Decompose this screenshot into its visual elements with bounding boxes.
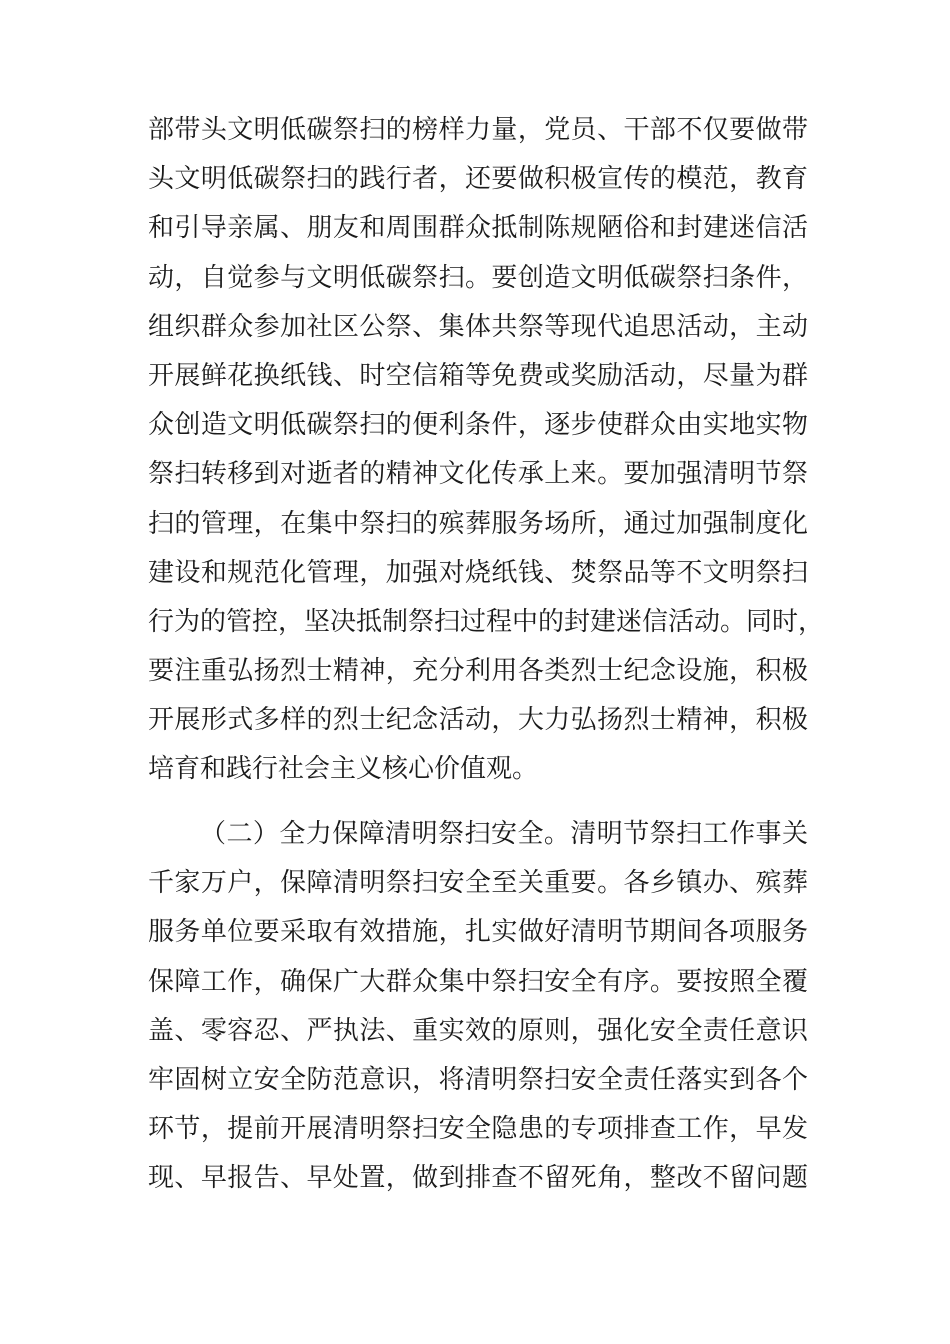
paragraph-1-line: 部带头文明低碳祭扫的榜样力量，党员、干部不仅要做带 (148, 115, 808, 145)
paragraph-1-line: 建设和规范化管理，加强对烧纸钱、焚祭品等不文明祭扫 (148, 557, 808, 588)
paragraph-1-line: 动，自觉参与文明低碳祭扫。要创造文明低碳祭扫条件， (148, 262, 808, 293)
paragraph-1-line: 众创造文明低碳祭扫的便利条件，逐步使群众由实地实物 (148, 410, 808, 441)
paragraph-1-line: 和引导亲属、朋友和周围群众抵制陈规陋俗和封建迷信活 (148, 213, 808, 244)
paragraph-2-heading-line: （二）全力保障清明祭扫安全。清明节祭扫工作事关 (200, 819, 808, 849)
paragraph-2-line: 盖、零容忍、严执法、重实效的原则，强化安全责任意识 (148, 1015, 808, 1046)
paragraph-2-line: 保障工作，确保广大群众集中祭扫安全有序。要按照全覆 (148, 966, 808, 997)
paragraph-2-line: 牢固树立安全防范意识，将清明祭扫安全责任落实到各个 (148, 1064, 808, 1095)
paragraph-1-line: 扫的管理，在集中祭扫的殡葬服务场所，通过加强制度化 (148, 508, 808, 539)
paragraph-2-line: 服务单位要采取有效措施，扎实做好清明节期间各项服务 (148, 917, 808, 948)
paragraph-1-line: 头文明低碳祭扫的践行者，还要做积极宣传的模范，教育 (148, 164, 808, 195)
paragraph-2-line: 现、早报告、早处置，做到排查不留死角，整改不留问题 (148, 1163, 808, 1194)
paragraph-1-line: 培育和践行社会主义核心价值观。 (148, 754, 539, 785)
paragraph-2 (148, 810, 808, 1204)
paragraph-1-line: 组织群众参加社区公祭、集体共祭等现代追思活动，主动 (148, 311, 808, 342)
paragraph-1 (148, 106, 825, 795)
paragraph-1-line: 开展鲜花换纸钱、时空信箱等免费或奖励活动，尽量为群 (148, 360, 808, 391)
paragraph-2-line: 千家万户，保障清明祭扫安全至关重要。各乡镇办、殡葬 (148, 868, 808, 899)
paragraph-1-line: 要注重弘扬烈士精神，充分利用各类烈士纪念设施，积极 (148, 656, 808, 687)
paragraph-1-line: 开展形式多样的烈士纪念活动，大力弘扬烈士精神，积极 (148, 705, 808, 736)
paragraph-2-line: 环节，提前开展清明祭扫安全隐患的专项排查工作，早发 (148, 1114, 808, 1145)
paragraph-1-line: 行为的管控，坚决抵制祭扫过程中的封建迷信活动。同时， (148, 606, 825, 637)
paragraph-1-line: 祭扫转移到对逝者的精神文化传承上来。要加强清明节祭 (148, 459, 808, 490)
